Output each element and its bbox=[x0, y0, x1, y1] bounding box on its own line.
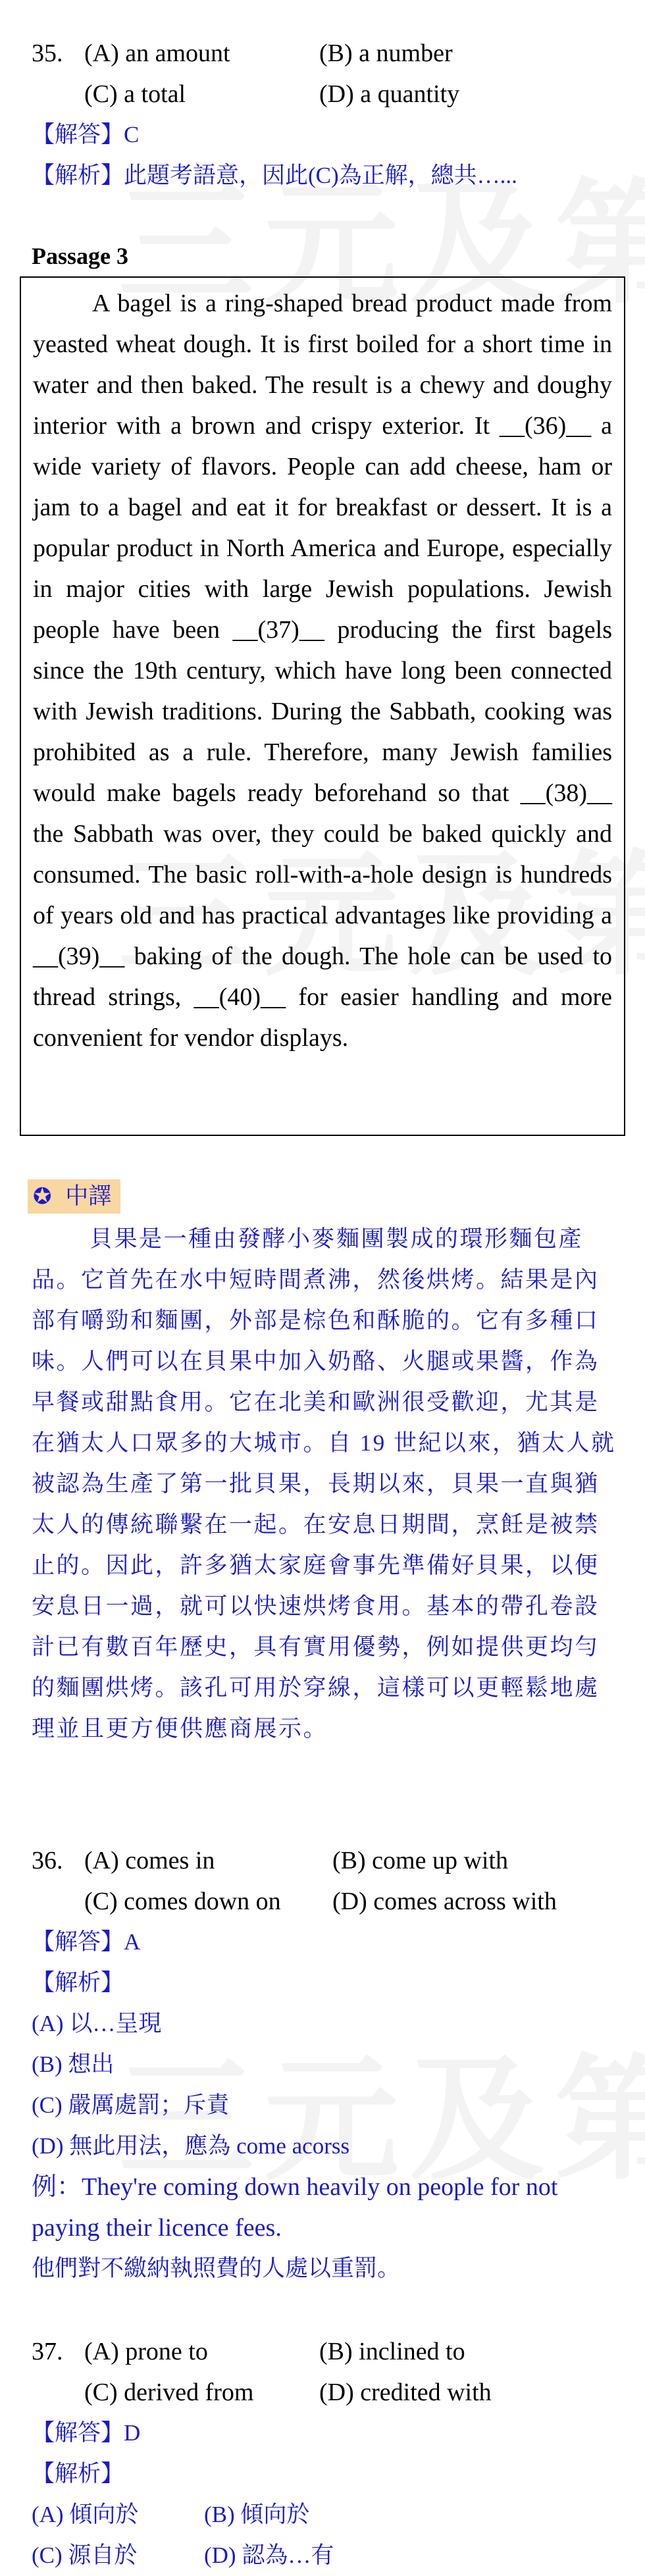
question-number: 37. bbox=[32, 2338, 63, 2365]
option-b: (B) a number bbox=[319, 39, 453, 67]
translation-label: 中譯 bbox=[65, 1183, 112, 1209]
answer: 【解答】A bbox=[32, 1929, 141, 1955]
passage-title: Passage 3 bbox=[32, 243, 128, 269]
explanation-b: (B) 想出 bbox=[32, 2051, 115, 2077]
answer: 【解答】C bbox=[32, 122, 140, 147]
option-d: (D) credited with bbox=[319, 2379, 492, 2406]
example-sentence: 例：They're coming down heavily on people for not bbox=[32, 2173, 558, 2201]
option-b: (B) come up with bbox=[332, 1847, 509, 1874]
explanation-d: (D) 認為…有 bbox=[204, 2542, 334, 2568]
translation-text: 貝果是一種由發酵小麥麵團製成的環形麵包產品。它首先在水中短時間煮沸，然後烘烤。結果是內部有嚼勁和麵團，外部是棕色和酥脆的。它有多種口味。人們可以在貝果中加入奶酪、火腿或果醬，作為早餐或甜點食用。它在北美和歐洲很受歡迎，尤其是在猶太人口眾多的大城市。自 19 世紀以來，猶太人就被認為生產了第一批貝果，長期以來，貝果一直與猶太人的傳統聯繫在一起。在安息日期間，烹飪是被禁止的。因此，許多猶太家庭會事先準備好貝果，以便安息日一過，就可以快速烘烤食用。基本的帶孔卷設計已有數百年歷史，具有實用優勢，例如提供更均勻的麵團烘烤。該孔可用於穿線，這樣可以更輕鬆地處理並且更方便供應商展示。 bbox=[32, 1226, 616, 1741]
explanation-a: (A) 傾向於 bbox=[32, 2502, 139, 2527]
option-a: (A) comes in bbox=[84, 1847, 215, 1874]
analysis-label: 【解析】 bbox=[32, 2461, 124, 2486]
explanation-c: (C) 嚴厲處罰；斥責 bbox=[32, 2092, 230, 2118]
explanation-d: (D) 無此用法，應為 come acorss bbox=[32, 2133, 350, 2159]
analysis: 【解析】此題考語意，因此(C)為正解，總共…... bbox=[32, 163, 517, 188]
option-c: (C) a total bbox=[84, 80, 186, 108]
option-d: (D) a quantity bbox=[319, 80, 460, 108]
option-d: (D) comes across with bbox=[332, 1888, 557, 1915]
example-sentence-cont: paying their licence fees. bbox=[32, 2214, 282, 2242]
passage-text: A bagel is a ring-shaped bread product made from yeasted wheat dough. It is first boiled for a short time in water and then baked. The result is a chewy and doughy interior with a brown and crispy exterior. It __(36)__ a wide variety of flavors. People can add cheese, ham or jam to a bagel and eat it for breakfast or dessert. It is a popular product in North America and Europe, especially in major cities with large Jewish populations. Jewish people have been __(37)__ producing the first bagels since the 19th century, which have long been connected with Jewish traditions. During the Sabbath, cooking was prohibited as a rule. Therefore, many Jewish families would make bagels ready beforehand so that __(38)__ the Sabbath was over, they could be baked quickly and consumed. The basic roll-with-a-hole design is hundreds of years old and has practical advantages like providing a __(39)__ baking of the dough. The hole can be used to thread strings, __(40)__ for easier handling and more convenient for vendor displays. bbox=[33, 290, 612, 1052]
analysis-label: 【解析】 bbox=[32, 1970, 124, 1996]
example-translation: 他們對不繳納執照費的人處以重罰。 bbox=[32, 2255, 401, 2281]
option-c: (C) comes down on bbox=[84, 1888, 281, 1915]
option-a: (A) an amount bbox=[84, 39, 230, 67]
question-number: 35. bbox=[32, 39, 63, 67]
star-icon: ✪ bbox=[33, 1183, 52, 1210]
option-c: (C) derived from bbox=[84, 2379, 254, 2406]
option-b: (B) inclined to bbox=[319, 2338, 465, 2365]
option-a: (A) prone to bbox=[84, 2338, 208, 2365]
translation-heading bbox=[28, 1179, 120, 1214]
explanation-b: (B) 傾向於 bbox=[204, 2502, 310, 2527]
explanation-a: (A) 以…呈現 bbox=[32, 2011, 162, 2036]
answer: 【解答】D bbox=[32, 2420, 141, 2446]
passage-box bbox=[20, 276, 625, 1136]
question-number: 36. bbox=[32, 1847, 63, 1874]
explanation-c: (C) 源自於 bbox=[32, 2542, 138, 2568]
